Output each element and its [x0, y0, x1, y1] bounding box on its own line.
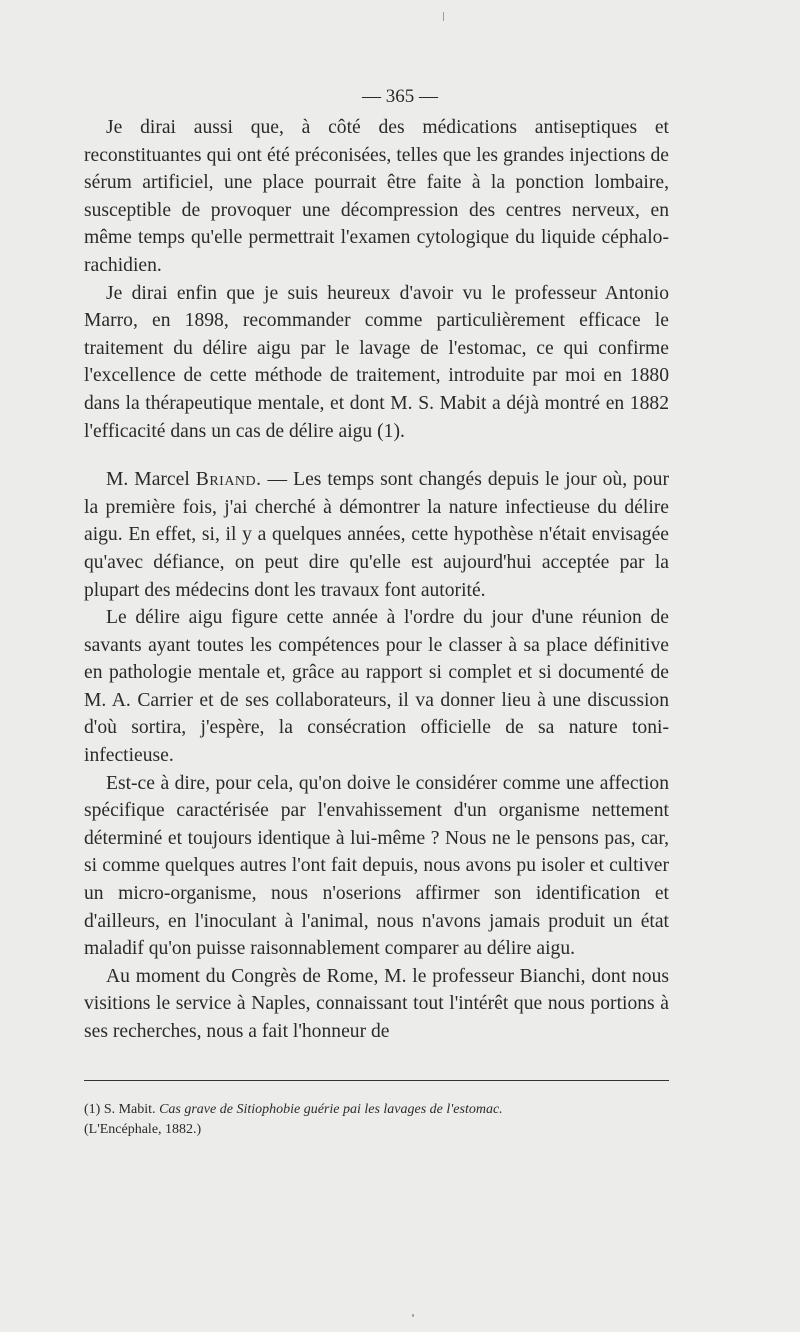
paper-speck [412, 1314, 414, 1317]
footnote-title: Cas grave de Sitiophobie guérie pai les lavages de l'estomac. [159, 1102, 503, 1117]
paper-speck [443, 12, 444, 21]
paragraph: Je dirai aussi que, à côté des médications antiseptiques et reconstituantes qui ont été préconisées, telles que les grandes injections de sérum artificiel, une place pourrait être faite à la ponction lombaire, susceptible de provoquer une décompression des centres nerveux, en même temps qu'elle permettrait l'examen cytologique du liquide céphalo-rachidien. [84, 117, 669, 276]
footnote-source: (L'Encéphale, 1882.) [84, 1122, 202, 1137]
paragraph: Est-ce à dire, pour cela, qu'on doive le considérer comme une affection spécifique caractérisée par l'envahissement d'un organisme nettement déterminé et toujours identique à lui-même ? Nous ne le pensons pas, car, si comme quelques autres l'ont fait depuis, nous avons pu isoler et cultiver un micro-organisme, nous n'oserions affirmer son identification et d'ailleurs, en l'inoculant à l'animal, nous n'avons jamais produit un état maladif qu'on puisse raisonnablement comparer au délire aigu. [84, 772, 669, 960]
speech-paragraph [84, 466, 669, 604]
body-text [84, 114, 669, 1046]
footnote [84, 1100, 669, 1140]
paragraph: Je dirai enfin que je suis heureux d'avoir vu le professeur Antonio Marro, en 1898, recommander comme particulièrement efficace le traitement du délire aigu par le lavage de l'estomac, ce qui confirme l'excellence de cette méthode de traitement, introduite par moi en 1880 dans la thérapeutique mentale, et dont M. S. Mabit a déjà montré en 1882 l'efficacité dans un cas de délire aigu (1). [84, 282, 669, 442]
footnote-marker: (1) S. Mabit. [84, 1102, 160, 1117]
footnote-rule [84, 1080, 669, 1081]
paragraph: Le délire aigu figure cette année à l'ordre du jour d'une réunion de savants ayant toutes les compétences pour le classer à sa place définitive en pathologie mentale et, grâce au rapport si complet et si documenté de M. A. Carrier et de ses collaborateurs, il va donner lieu à une discussion d'où sortira, j'espère, la consécration officielle de sa nature toni-infectieuse. [84, 607, 669, 767]
footnote-line [84, 1100, 669, 1120]
speaker-prefix: M. Marcel [106, 469, 196, 491]
page-number: — 365 — [362, 86, 438, 107]
speaker-name: Briand. [195, 469, 262, 491]
paragraph: Au moment du Congrès de Rome, M. le professeur Bianchi, dont nous visitions le service à Naples, connaissant tout l'intérêt que nous portions à ses recherches, nous a fait l'honneur de [84, 965, 669, 1042]
speech-text: — Les temps sont changés depuis le jour où, pour la première fois, j'ai cherché à démontrer la nature infectieuse du délire aigu. En effet, si, il y a quelques années, cette hypothèse n'était envisagée qu'avec défiance, on peut dire qu'elle est aujourd'hui acceptée par la plupart des médecins dont les travaux font autorité. [84, 469, 669, 601]
